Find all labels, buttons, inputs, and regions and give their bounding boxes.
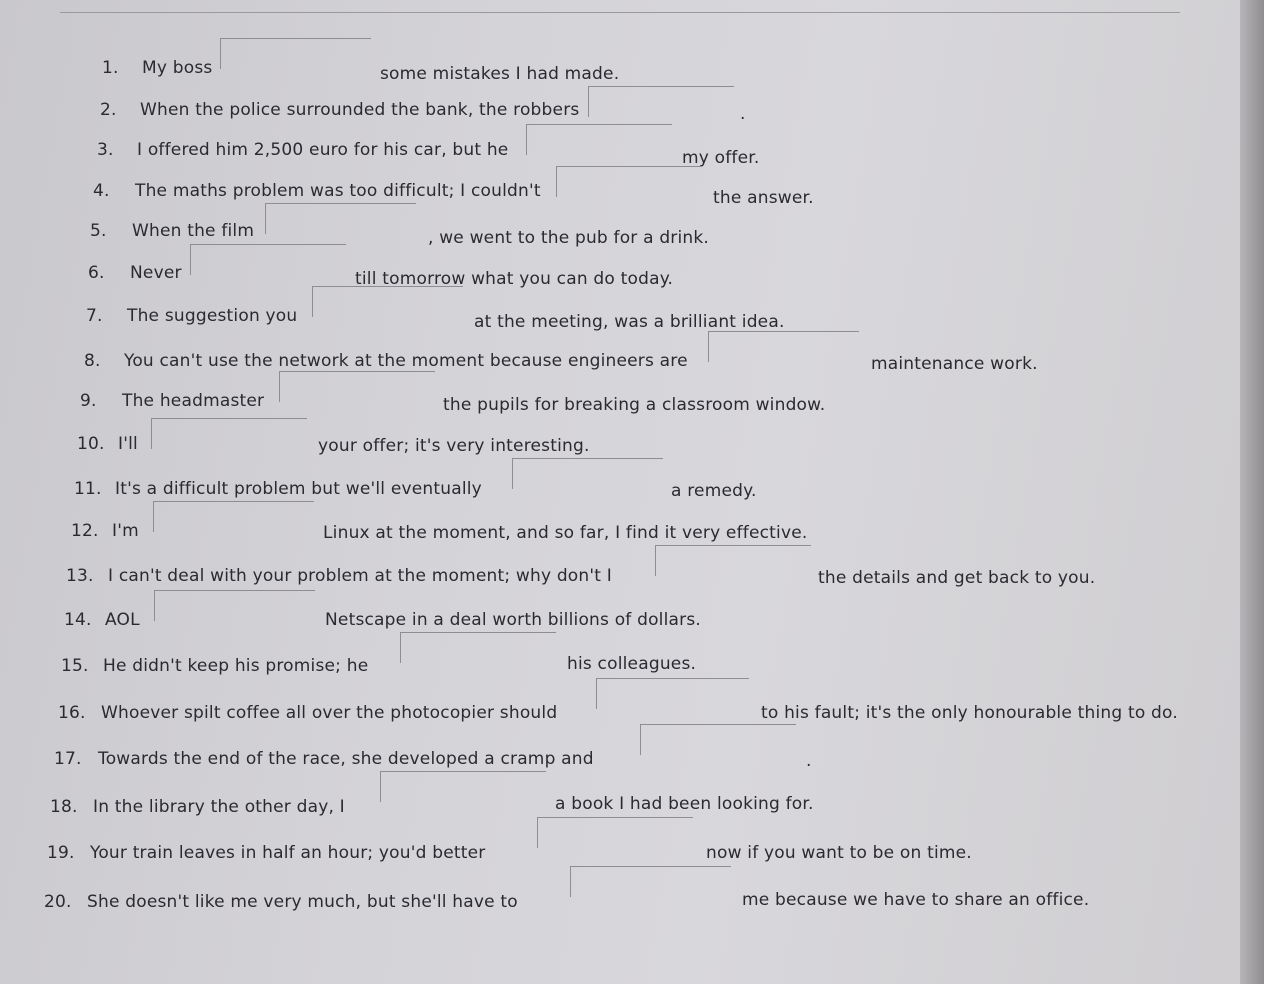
item-number: 4. (93, 181, 110, 201)
sentence-start: In the library the other day, I (93, 797, 345, 817)
sentence-start: My boss (142, 58, 213, 78)
answer-blank[interactable] (154, 590, 315, 621)
item-number: 14. (64, 610, 92, 630)
item-number: 19. (47, 843, 75, 863)
sentence-start: AOL (105, 610, 140, 630)
sentence-start: When the film (132, 221, 255, 241)
item-number: 13. (66, 566, 94, 586)
sentence-start: It's a difficult problem but we'll eventually (115, 479, 482, 499)
sentence-end: a remedy. (671, 481, 757, 501)
sentence-start: Your train leaves in half an hour; you'd better (90, 843, 486, 863)
sentence-start: You can't use the network at the moment because engineers are (124, 351, 688, 371)
sentence-end: your offer; it's very interesting. (318, 436, 590, 456)
answer-blank[interactable] (708, 331, 859, 362)
sentence-end: Linux at the moment, and so far, I find it very effective. (323, 523, 808, 543)
answer-blank[interactable] (380, 771, 546, 802)
answer-blank[interactable] (265, 203, 416, 234)
sentence-end: some mistakes I had made. (380, 64, 620, 84)
sentence-start: The suggestion you (127, 306, 298, 326)
sentence-start: Never (130, 263, 182, 283)
sentence-end: till tomorrow what you can do today. (355, 269, 674, 289)
item-number: 2. (100, 100, 117, 120)
item-number: 1. (102, 58, 119, 78)
answer-blank[interactable] (588, 86, 734, 117)
sentence-end: Netscape in a deal worth billions of dollars. (325, 610, 701, 630)
sentence-start: He didn't keep his promise; he (103, 656, 369, 676)
item-number: 15. (61, 656, 89, 676)
answer-blank[interactable] (526, 124, 672, 155)
sentence-end: my offer. (682, 148, 760, 168)
answer-blank[interactable] (279, 371, 435, 402)
sentence-start: When the police surrounded the bank, the robbers (140, 100, 580, 120)
sentence-start: I'll (118, 434, 138, 454)
item-number: 16. (58, 703, 86, 723)
item-number: 5. (90, 221, 107, 241)
item-number: 18. (50, 797, 78, 817)
item-number: 9. (80, 391, 97, 411)
answer-blank[interactable] (400, 632, 556, 663)
sentence-end: the pupils for breaking a classroom window. (443, 395, 826, 415)
item-number: 7. (86, 306, 103, 326)
sentence-end: a book I had been looking for. (555, 794, 814, 814)
answer-blank[interactable] (537, 817, 693, 848)
sentence-end: the details and get back to you. (818, 568, 1096, 588)
sentence-end: the answer. (713, 188, 814, 208)
answer-blank[interactable] (153, 501, 314, 532)
answer-blank[interactable] (570, 866, 731, 897)
item-number: 6. (88, 263, 105, 283)
sentence-end: . (806, 751, 812, 771)
sentence-start: Whoever spilt coffee all over the photocopier should (101, 703, 558, 723)
sentence-end: . (740, 104, 746, 124)
sentence-start: She doesn't like me very much, but she'll have to (87, 892, 518, 912)
item-number: 17. (54, 749, 82, 769)
sentence-end: me because we have to share an office. (742, 890, 1090, 910)
item-number: 3. (97, 140, 114, 160)
answer-blank[interactable] (512, 458, 663, 489)
answer-blank[interactable] (596, 678, 749, 709)
item-number: 8. (84, 351, 101, 371)
answer-blank[interactable] (190, 244, 346, 275)
item-number: 10. (77, 434, 105, 454)
answer-blank[interactable] (312, 286, 463, 317)
answer-blank[interactable] (151, 418, 307, 449)
page-edge-shadow (1240, 0, 1264, 984)
sentence-start: The headmaster (122, 391, 265, 411)
sentence-end: maintenance work. (871, 354, 1038, 374)
answer-blank[interactable] (220, 38, 371, 69)
sentence-end: to his fault; it's the only honourable thing to do. (761, 703, 1178, 723)
sentence-end: at the meeting, was a brilliant idea. (474, 312, 785, 332)
sentence-start: I offered him 2,500 euro for his car, but he (137, 140, 509, 160)
sentence-start: I'm (112, 521, 139, 541)
sentence-end: now if you want to be on time. (706, 843, 972, 863)
answer-blank[interactable] (655, 545, 811, 576)
item-number: 20. (44, 892, 72, 912)
answer-blank[interactable] (640, 724, 796, 755)
top-rule (60, 12, 1180, 13)
sentence-end: his colleagues. (567, 654, 697, 674)
answer-blank[interactable] (556, 166, 702, 197)
sentence-start: The maths problem was too difficult; I couldn't (135, 181, 541, 201)
sentence-start: I can't deal with your problem at the moment; why don't I (108, 566, 612, 586)
item-number: 11. (74, 479, 102, 499)
sentence-start: Towards the end of the race, she developed a cramp and (98, 749, 594, 769)
sentence-end: , we went to the pub for a drink. (428, 228, 710, 248)
item-number: 12. (71, 521, 99, 541)
